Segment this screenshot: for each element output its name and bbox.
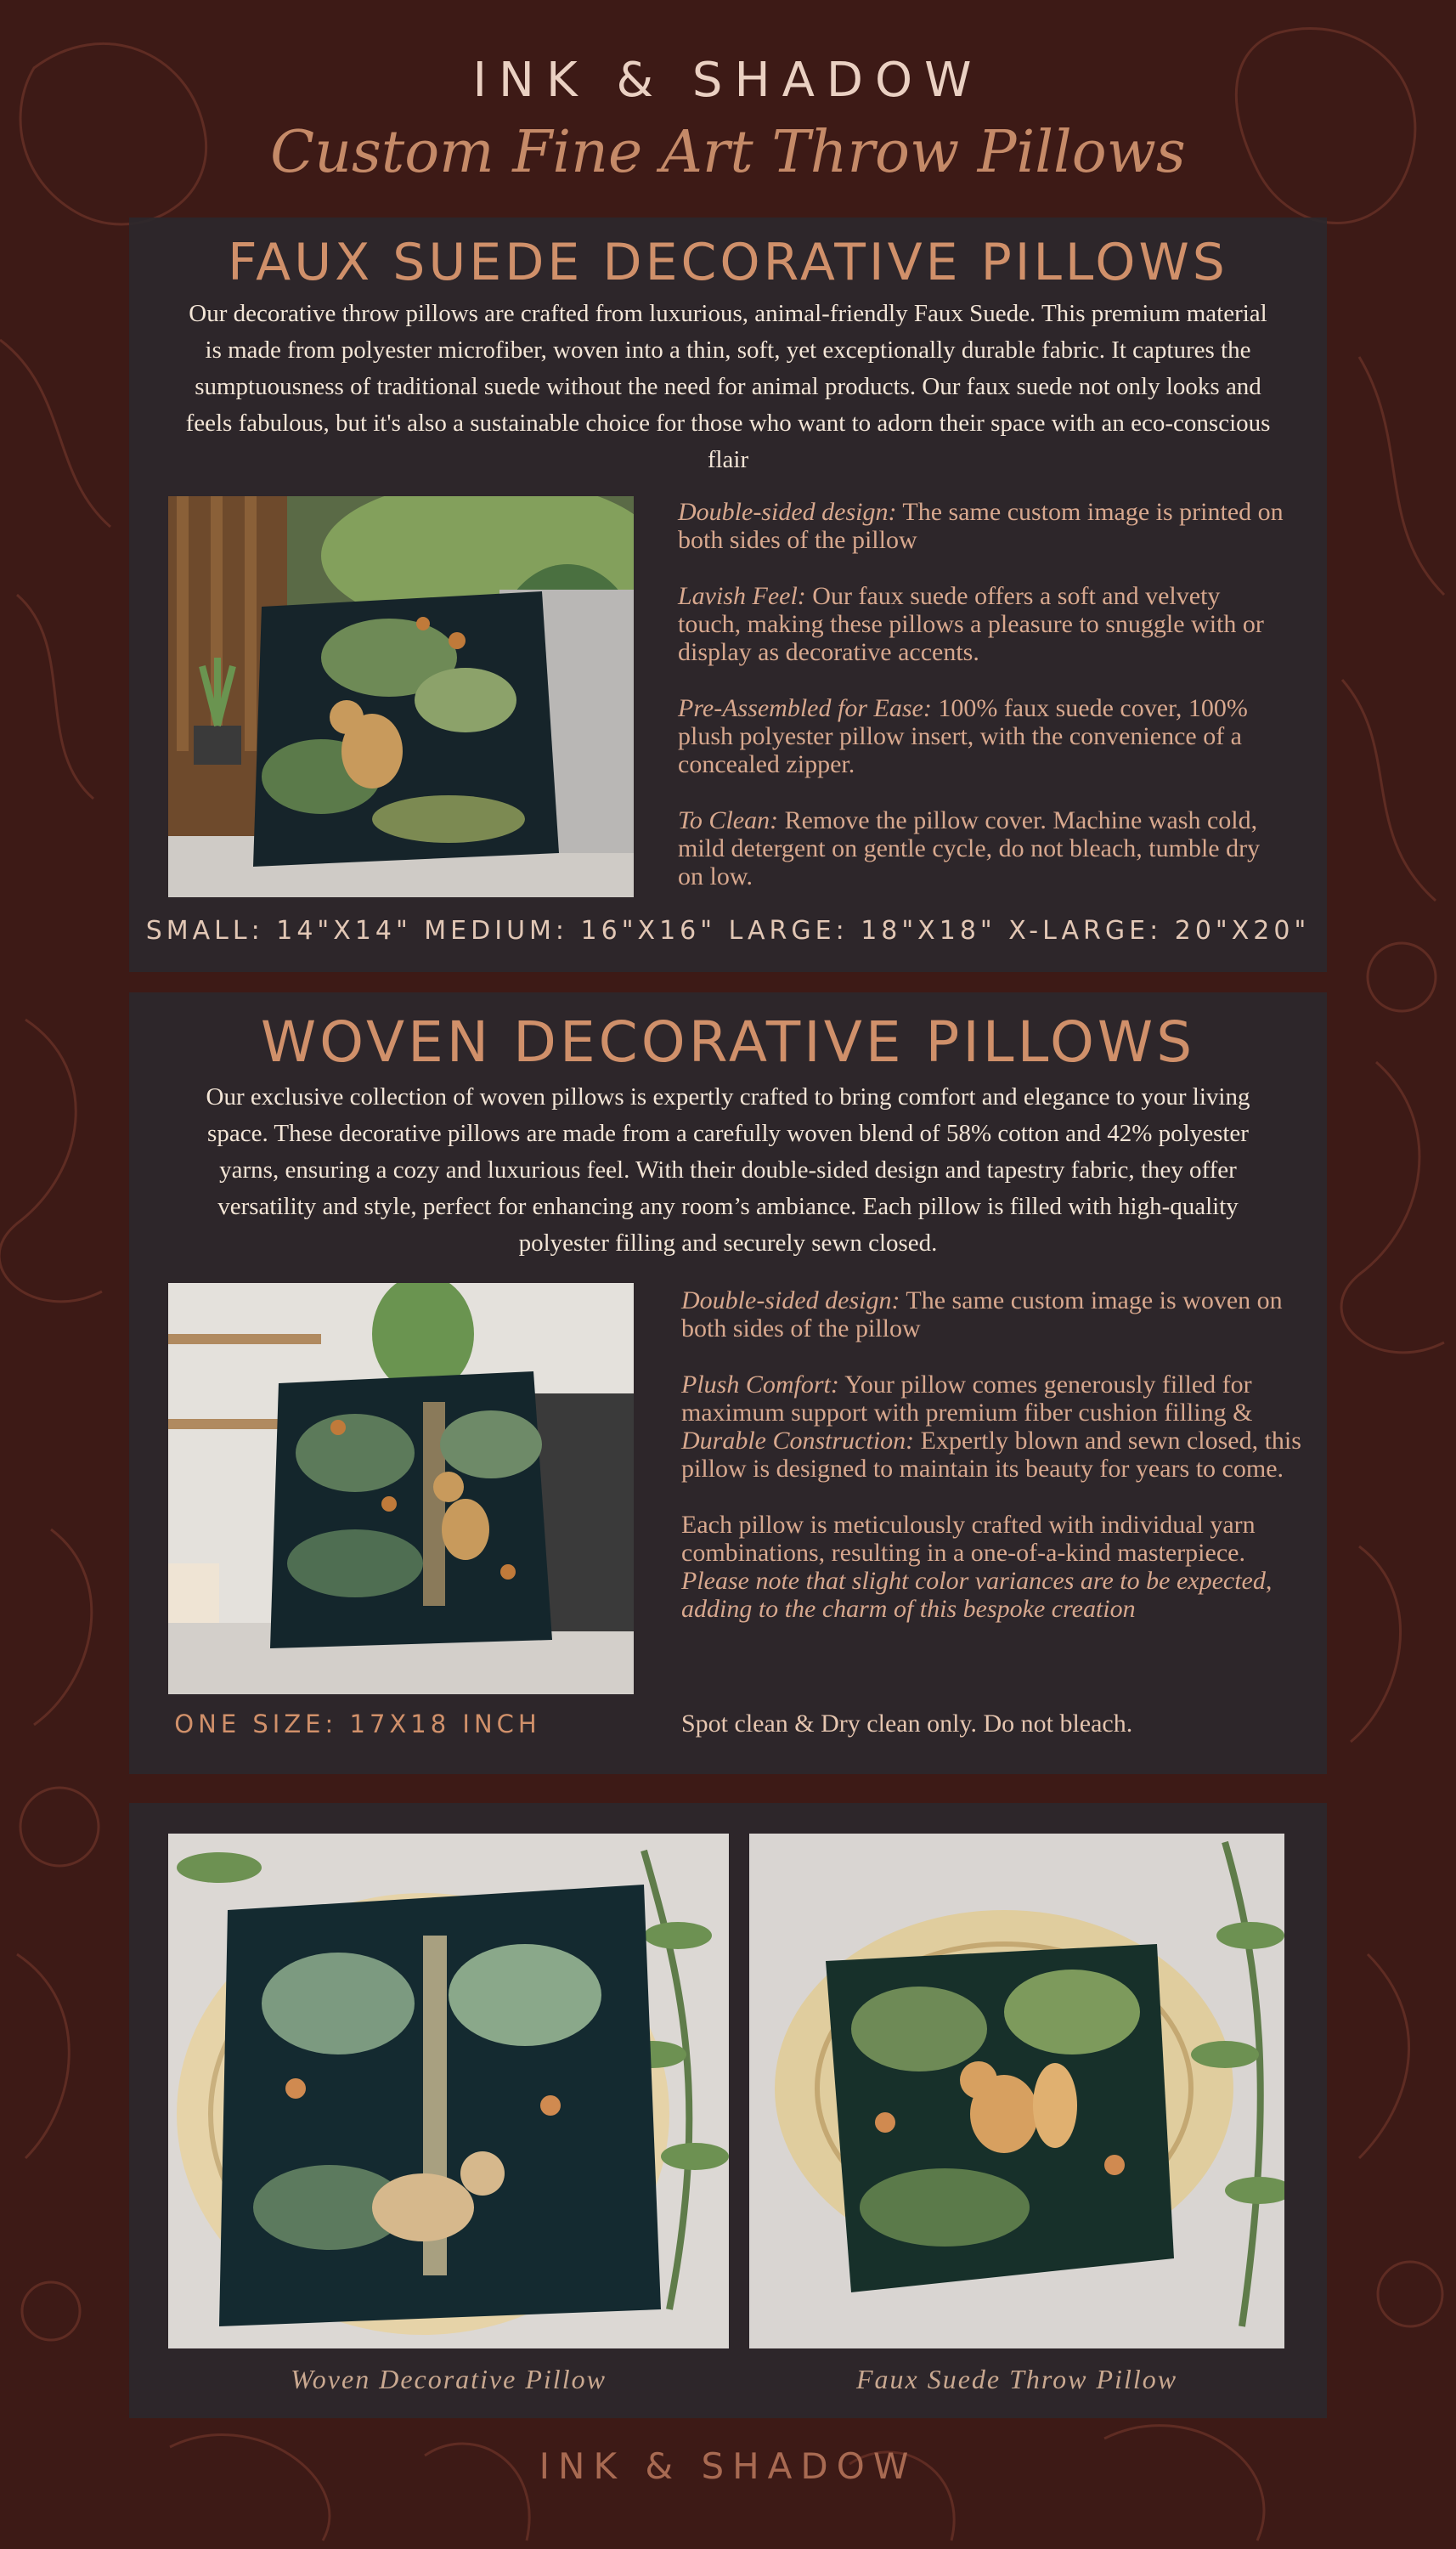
faux-suede-title: FAUX SUEDE DECORATIVE PILLOWS [228,233,1228,292]
suede-caption: Faux Suede Throw Pillow [855,2364,1178,2394]
woven-size: ONE SIZE: 17X18 INCH [174,1710,541,1738]
feature-text: Expertly blown and sewn closed, this pillow is designed to maintain its beauty for years to come. [681,1427,1301,1483]
feature-label: Plush Comfort: [681,1371,839,1399]
feature-item [678,694,1290,778]
feature-label: Pre-Assembled for Ease: [678,694,932,722]
faux-suede-sizes: SMALL: 14"X14" MEDIUM: 16"X16" LARGE: 18"X18" X-LARGE: 20"X20" [145,916,1311,946]
woven-section [129,992,1327,1774]
feature-text: Our faux suede offers a soft and velvety touch, making these pillows a pleasure to snuggle with or display as decorative accents. [678,582,1264,666]
feature-text: Remove the pillow cover. Machine wash cold, mild detergent on gentle cycle, do not bleach, tumble dry on low. [678,806,1261,890]
feature-item [678,498,1290,554]
feature-label: Double-sided design: [678,498,897,526]
woven-intro: Our exclusive collection of woven pillows is expertly crafted to bring comfort and elegance to your living space. These decorative pillows are made from a carefully woven blend of 58% cotton and 42% polyester yarns, ensuring a cozy and luxurious feel. With their double-sided design and tapestry fabric, they offer versatility and style, perfect for enhancing any room’s ambiance. Each pillow is filled with high-quality polyester filling and securely sewn closed. [206,1083,1250,1257]
feature-label: To Clean: [678,806,779,834]
feature-text: 100% faux suede cover, 100% plush polyester pillow insert, with the convenience of a concealed zipper. [678,694,1248,778]
woven-title: WOVEN DECORATIVE PILLOWS [260,1009,1196,1075]
feature-label: Durable Construction: [681,1427,915,1455]
suede-gallery-photo [749,1834,1284,2348]
feature-label: Double-sided design: [681,1286,900,1314]
woven-features [681,1286,1301,1651]
feature-text: The same custom image is printed on both sides of the pillow [678,498,1284,554]
feature-text: Your pillow comes generously filled for maximum support with premium fiber cushion filling & [681,1371,1253,1427]
feature-item [678,806,1290,890]
woven-caption: Woven Decorative Pillow [291,2364,607,2394]
faux-suede-intro: Our decorative throw pillows are crafted from luxurious, animal-friendly Faux Suede. This premium material is made from polyester microfiber, woven into a thin, soft, yet exceptionally durable fabric. It captures the sumptuousness of traditional suede without the need for animal products. Our faux suede not only looks and feels fabulous, but it's also a sustainable choice for those who want to adorn their space with an eco-conscious flair [185,300,1271,473]
feature-note: Please note that slight color variances are to be expected, adding to the charm of this bespoke creation [681,1567,1273,1623]
brand-footer: INK & SHADOW [539,2445,917,2487]
feature-text: Each pillow is meticulously crafted with individual yarn combinations, resulting in a one-of-a-kind masterpiece. [681,1511,1256,1567]
faux-suede-section [129,218,1327,972]
woven-care: Spot clean & Dry clean only. Do not bleach. [681,1710,1133,1738]
brand-title: INK & SHADOW [472,53,984,108]
feature-item [681,1286,1301,1342]
feature-text: The same custom image is woven on both sides of the pillow [681,1286,1283,1342]
feature-item [681,1371,1301,1483]
woven-gallery-photo [168,1834,729,2348]
brand-tagline: Custom Fine Art Throw Pillows [270,119,1186,186]
feature-item [681,1511,1301,1623]
feature-item [678,582,1290,666]
woven-pillow-photo [168,1283,634,1694]
gallery-section [129,1803,1327,2418]
feature-label: Lavish Feel: [678,582,806,610]
faux-suede-features [678,498,1290,918]
faux-suede-pillow-photo [168,496,634,897]
